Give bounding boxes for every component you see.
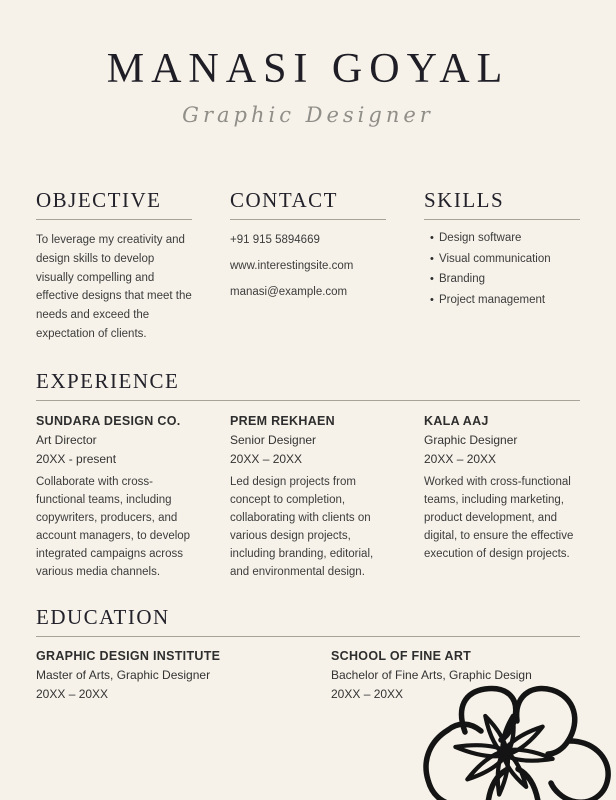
skill-label: Design software [439,232,522,245]
objective-section [36,189,192,343]
bullet-icon: • [430,252,434,265]
skills-section [424,189,580,343]
job-entry [424,414,580,582]
job-description: Collaborate with cross-functional teams, including copywriters, producers, and account managers, to develop integrated campaigns across various media channels. [36,476,191,579]
education-entry [36,649,331,701]
bullet-icon: • [430,273,434,286]
skill-item [424,253,580,265]
contact-section [230,189,386,343]
job-dates: 20XX – 20XX [424,452,497,467]
education-heading: EDUCATION [36,606,580,637]
bullet-icon: • [430,293,434,306]
job-dates: 20XX – 20XX [230,452,303,467]
skill-item [424,294,580,306]
degree: Bachelor of Fine Arts, Graphic Design [331,668,532,683]
skill-label: Visual communication [439,252,551,265]
contact-email: manasi@example.com [230,286,348,299]
job-description: Worked with cross-functional teams, including marketing, product development, and digital, to ensure the effective execution of design projects. [424,476,574,561]
bullet-icon: • [430,232,434,245]
company-name: KALA AAJ [424,414,489,429]
skills-list [424,232,580,306]
objective-body: To leverage my creativity and design skills to develop visually compelling and effective designs that meet the needs and exceed the expectation of clients. [36,234,192,340]
degree: Master of Arts, Graphic Designer [36,668,211,683]
school-name: GRAPHIC DESIGN INSTITUTE [36,649,221,664]
contact-phone: +91 915 5894669 [230,234,320,247]
skills-heading: SKILLS [424,189,580,220]
job-dates: 20XX - present [36,452,117,467]
experience-section [36,370,580,582]
flower-icon [420,645,616,800]
company-name: SUNDARA DESIGN CO. [36,414,181,429]
resume-header [0,0,616,127]
candidate-name: MANASI GOYAL [106,46,510,92]
school-name: SCHOOL OF FINE ART [331,649,472,664]
job-entry [230,414,386,582]
job-description: Led design projects from concept to completion, collaborating with clients on various design projects, including branding, editorial, and environmental design. [230,476,374,579]
company-name: PREM REKHAEN [230,414,335,429]
job-entry [36,414,192,582]
contact-heading: CONTACT [230,189,386,220]
job-role: Graphic Designer [424,433,518,448]
education-dates: 20XX – 20XX [331,687,404,702]
education-dates: 20XX – 20XX [36,687,109,702]
experience-heading: EXPERIENCE [36,370,580,401]
summary-row [36,189,580,343]
skill-item [424,273,580,285]
candidate-title: Graphic Designer [182,103,434,128]
objective-heading: OBJECTIVE [36,189,192,220]
job-role: Senior Designer [230,433,317,448]
skill-item [424,232,580,244]
skill-label: Branding [439,273,486,286]
job-role: Art Director [36,433,97,448]
contact-website: www.interestingsite.com [230,260,354,273]
skill-label: Project management [439,293,546,306]
experience-jobs [36,414,580,582]
